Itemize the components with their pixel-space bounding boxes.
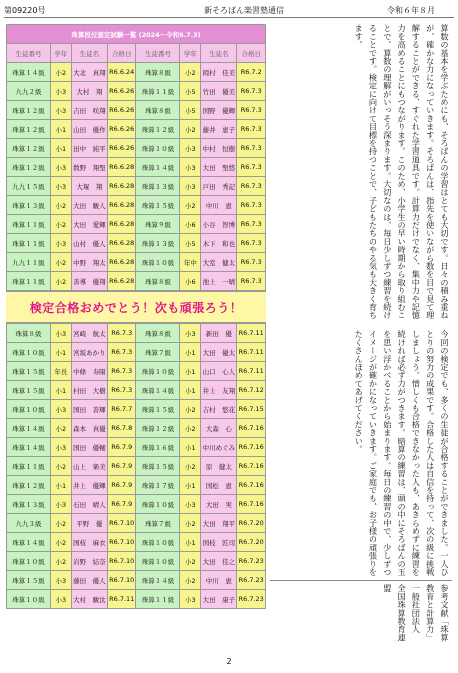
student-name-cell: 池上 一晴	[201, 272, 237, 291]
school-year-cell: 小1	[180, 362, 201, 381]
school-year-cell: 小2	[180, 514, 201, 533]
grade-cell: 珠算１２級	[7, 139, 51, 158]
results-table-top	[6, 24, 266, 291]
student-name-cell: 中村 恒樹	[201, 139, 237, 158]
pass-date-cell: R6.7.9	[107, 438, 135, 457]
table-row	[7, 158, 266, 177]
student-name-cell: 原 健太	[201, 457, 237, 476]
pass-date-cell: R6.7.3	[107, 343, 135, 362]
table-row	[7, 514, 266, 533]
grade-cell: 珠算１０級	[136, 362, 180, 381]
school-year-cell: 小2	[51, 215, 72, 234]
student-name-cell: 新田 優	[201, 324, 237, 343]
grade-cell: 九九１１級	[7, 253, 51, 272]
pass-date-cell: R6.7.3	[237, 215, 266, 234]
table-row	[7, 533, 266, 552]
grade-cell: 珠算１２級	[7, 158, 51, 177]
grade-cell: 珠算１１級	[7, 234, 51, 253]
student-name-cell: 中川 恵	[201, 571, 237, 590]
student-name-cell: 宮崎 航太	[71, 324, 107, 343]
grade-cell: 珠算１２級	[136, 120, 180, 139]
school-year-cell: 小5	[180, 234, 201, 253]
pass-date-cell: R6.7.15	[237, 400, 266, 419]
pass-date-cell: R6.7.16	[237, 438, 266, 457]
pass-date-cell: R6.6.28	[107, 253, 135, 272]
pass-date-cell: R6.7.3	[237, 177, 266, 196]
school-year-cell: 小3	[51, 82, 72, 101]
school-year-cell: 小2	[180, 571, 201, 590]
grade-cell: 珠算１５級	[7, 381, 51, 400]
school-year-cell: 小3	[51, 177, 72, 196]
pass-date-cell: R6.6.28	[107, 272, 135, 291]
table-row	[7, 63, 266, 82]
column-header: 学年	[180, 44, 201, 63]
pass-date-cell: R6.7.23	[237, 590, 266, 609]
pass-date-cell: R6.7.23	[237, 571, 266, 590]
student-name-cell: 大田 実	[201, 495, 237, 514]
issue-date: 令和６年８月	[387, 6, 435, 15]
school-year-cell: 年中	[180, 253, 201, 272]
school-year-cell: 年長	[51, 362, 72, 381]
pass-date-cell: R6.7.10	[107, 552, 135, 571]
student-name-cell: 吉村 悠花	[201, 400, 237, 419]
student-name-cell: 国田 善輝	[71, 400, 107, 419]
pass-date-cell: R6.7.16	[237, 419, 266, 438]
student-name-cell: 平野 優	[71, 514, 107, 533]
student-name-cell: 中條 寿陽	[71, 362, 107, 381]
student-name-cell: 国松 恵	[201, 476, 237, 495]
grade-cell: 珠算１０級	[136, 139, 180, 158]
pass-date-cell: R6.6.28	[107, 158, 135, 177]
grade-cell: 珠算１３級	[7, 495, 51, 514]
grade-cell: 珠算１４級	[136, 571, 180, 590]
table-row	[7, 324, 266, 343]
grade-cell: 珠算１０級	[7, 343, 51, 362]
grade-cell: 珠算８級	[136, 63, 180, 82]
school-year-cell: 小2	[51, 253, 72, 272]
pass-date-cell: R6.7.7	[107, 400, 135, 419]
grade-cell: 珠算１２級	[7, 101, 51, 120]
grade-cell: 珠算１３級	[136, 177, 180, 196]
grade-cell: 珠算１２級	[7, 120, 51, 139]
column-header: 合格日	[107, 44, 135, 63]
school-year-cell: 小2	[180, 63, 201, 82]
grade-cell: 珠算１４級	[7, 533, 51, 552]
pass-date-cell: R6.6.26	[107, 82, 135, 101]
pass-date-cell: R6.7.3	[237, 120, 266, 139]
student-name-cell: 数野 翔聖	[71, 158, 107, 177]
pass-date-cell: R6.7.20	[237, 514, 266, 533]
column-header: 学年	[51, 44, 72, 63]
table-row	[7, 234, 266, 253]
school-year-cell: 小3	[51, 400, 72, 419]
table-row	[7, 552, 266, 571]
student-name-cell: 善導 優翔	[71, 272, 107, 291]
pass-date-cell: R6.7.9	[107, 495, 135, 514]
grade-cell: 珠算１５級	[136, 196, 180, 215]
school-year-cell: 小1	[51, 120, 72, 139]
student-name-cell: 山村 優人	[71, 234, 107, 253]
pass-date-cell: R6.7.10	[107, 533, 135, 552]
school-year-cell: 小1	[180, 381, 201, 400]
column-header: 合格日	[237, 44, 266, 63]
school-year-cell: 小3	[180, 324, 201, 343]
student-name-cell: 村田 大樹	[71, 381, 107, 400]
school-year-cell: 小3	[180, 139, 201, 158]
grade-cell: 珠算８級	[136, 101, 180, 120]
student-name-cell: 国枝 麻衣	[71, 533, 107, 552]
school-year-cell: 小3	[51, 234, 72, 253]
school-year-cell: 小1	[51, 139, 72, 158]
pass-date-cell: R6.6.28	[107, 234, 135, 253]
grade-cell: 珠算１５級	[7, 362, 51, 381]
student-name-cell: 大村 翔	[71, 82, 107, 101]
congratulations-banner: 検定合格おめでとう！次も頑張ろう！	[6, 291, 266, 323]
school-year-cell: 小2	[51, 196, 72, 215]
issue-number: 第09220号	[4, 6, 46, 15]
school-year-cell: 小2	[180, 400, 201, 419]
school-year-cell: 小5	[180, 101, 201, 120]
grade-cell: 珠算８級	[136, 324, 180, 343]
column-header: 生徒名	[201, 44, 237, 63]
grade-cell: 珠算１０級	[136, 533, 180, 552]
grade-cell: 珠算１６級	[136, 438, 180, 457]
page-number: 2	[226, 657, 232, 666]
school-year-cell: 小2	[180, 419, 201, 438]
table-row	[7, 457, 266, 476]
table-row	[7, 381, 266, 400]
student-name-cell: 大田 優太	[201, 343, 237, 362]
pass-date-cell: R6.6.26	[107, 120, 135, 139]
school-year-cell: 小1	[51, 381, 72, 400]
pass-date-cell: R6.7.3	[107, 381, 135, 400]
school-year-cell: 小1	[180, 343, 201, 362]
pass-date-cell: R6.7.8	[107, 419, 135, 438]
table-row	[7, 101, 266, 120]
article-upper-text: 算数の基本を学ぶためにも、そろばんの学習はとても大切です。日々の積み重ねが、確かな力になっていきます。そろばんは、指先を使いながら数を目で見て理解することができる、すぐれた学習道具です。計算力だけでなく、集中力や記憶力を高めることにもつながります。このため、小学生の早い時期から取り組むことで、算数の理解がいっそう深まります。大切なのは、毎日少しずつ練習を続けることです。検定に向けて目標を持つことで、子どもたちのやる気も大きく育ちます。	[354, 24, 450, 320]
school-year-cell: 小1	[51, 343, 72, 362]
grade-cell: 珠算１５級	[136, 400, 180, 419]
pass-date-cell: R6.7.16	[237, 476, 266, 495]
grade-cell: 珠算１５級	[136, 457, 180, 476]
newsletter-title: 新そろばん楽習塾通信	[204, 6, 284, 15]
article-reference: 参考文献「珠算教育と計算力」 一般社団法人 全国珠算教育連盟	[382, 584, 450, 646]
pass-date-cell: R6.7.3	[237, 234, 266, 253]
table-row	[7, 495, 266, 514]
school-year-cell: 小3	[51, 590, 72, 609]
table-row	[7, 196, 266, 215]
student-name-cell: 大森 心	[201, 419, 237, 438]
school-year-cell: 小6	[180, 272, 201, 291]
pass-date-cell: R6.6.28	[107, 196, 135, 215]
pass-date-cell: R6.7.2	[237, 63, 266, 82]
grade-cell: 珠算１１級	[136, 82, 180, 101]
school-year-cell: 小3	[51, 495, 72, 514]
page-header	[4, 4, 452, 18]
table-row	[7, 139, 266, 158]
student-name-cell: 岡村 佳美	[201, 63, 237, 82]
school-year-cell: 小2	[180, 457, 201, 476]
table-row	[7, 419, 266, 438]
student-name-cell: 戸田 秀記	[201, 177, 237, 196]
pass-date-cell: R6.7.12	[237, 381, 266, 400]
school-year-cell: 小3	[51, 324, 72, 343]
grade-cell: 珠算７級	[136, 343, 180, 362]
article	[270, 24, 452, 644]
pass-date-cell: R6.7.3	[237, 253, 266, 272]
student-name-cell: 国田 優輔	[71, 438, 107, 457]
student-name-cell: 大田 聖悠	[201, 158, 237, 177]
grade-cell: 珠算１４級	[7, 63, 51, 82]
grade-cell: 珠算１５級	[7, 571, 51, 590]
school-year-cell: 小2	[51, 533, 72, 552]
school-year-cell: 小2	[51, 63, 72, 82]
grade-cell: 珠算１１級	[7, 215, 51, 234]
pass-date-cell: R6.7.9	[107, 457, 135, 476]
article-divider	[270, 580, 452, 581]
table-row	[7, 177, 266, 196]
student-name-cell: 大田 康子	[201, 590, 237, 609]
school-year-cell: 小5	[180, 82, 201, 101]
school-year-cell: 小3	[51, 158, 72, 177]
school-year-cell: 小2	[51, 457, 72, 476]
student-name-cell: 山上 楽美	[71, 457, 107, 476]
table-header-row	[7, 44, 266, 63]
school-year-cell: 小3	[180, 158, 201, 177]
school-year-cell: 小2	[180, 196, 201, 215]
school-year-cell: 小3	[180, 495, 201, 514]
grade-cell: 九九３級	[7, 514, 51, 533]
grade-cell: 珠算１０級	[136, 552, 180, 571]
school-year-cell: 小2	[180, 120, 201, 139]
pass-date-cell: R6.7.11	[237, 343, 266, 362]
school-year-cell: 小3	[180, 177, 201, 196]
pass-date-cell: R6.6.26	[107, 139, 135, 158]
header-rule	[4, 17, 454, 18]
student-name-cell: 井上 友翔	[201, 381, 237, 400]
student-name-cell: 中川 恵	[201, 196, 237, 215]
grade-cell: 珠算１４級	[7, 438, 51, 457]
student-name-cell: 竹田 優美	[201, 82, 237, 101]
grade-cell: 珠算１２級	[136, 419, 180, 438]
grade-cell: 珠算１２級	[7, 476, 51, 495]
student-name-cell: 小谷 智博	[201, 215, 237, 234]
grade-cell: 珠算８級	[136, 272, 180, 291]
pass-date-cell: R6.7.10	[107, 571, 135, 590]
student-name-cell: 大田 駿人	[71, 196, 107, 215]
grade-cell: 珠算１４級	[136, 381, 180, 400]
pass-date-cell: R6.7.20	[237, 533, 266, 552]
student-name-cell: 石田 晴人	[71, 495, 107, 514]
grade-cell: 九九１５級	[7, 177, 51, 196]
grade-cell: 珠算９級	[136, 215, 180, 234]
student-name-cell: 国枝 匠司	[201, 533, 237, 552]
student-name-cell: 中川めぐみ	[201, 438, 237, 457]
student-name-cell: 大北 真翔	[71, 63, 107, 82]
pass-date-cell: R6.7.3	[237, 139, 266, 158]
school-year-cell: 小1	[180, 533, 201, 552]
grade-cell: 珠算１１級	[136, 590, 180, 609]
student-name-cell: 山田 優作	[71, 120, 107, 139]
column-header: 生徒番号	[7, 44, 51, 63]
school-year-cell: 小1	[180, 438, 201, 457]
pass-date-cell: R6.7.3	[237, 82, 266, 101]
pass-date-cell: R6.7.3	[237, 272, 266, 291]
student-name-cell: 国野 優輝	[201, 101, 237, 120]
school-year-cell: 小1	[51, 476, 72, 495]
grade-cell: 珠算１３級	[136, 234, 180, 253]
table-row	[7, 253, 266, 272]
table-row	[7, 120, 266, 139]
grade-cell: 珠算１１級	[7, 272, 51, 291]
student-name-cell: 吉田 咲翔	[71, 101, 107, 120]
table-row	[7, 438, 266, 457]
grade-cell: 珠算１０級	[136, 495, 180, 514]
pass-date-cell: R6.6.24	[107, 63, 135, 82]
student-name-cell: 山口 心人	[201, 362, 237, 381]
student-name-cell: 大村 駿汰	[71, 590, 107, 609]
pass-date-cell: R6.7.16	[237, 457, 266, 476]
student-name-cell: 井上 優輝	[71, 476, 107, 495]
table-row	[7, 400, 266, 419]
school-year-cell: 小1	[180, 476, 201, 495]
school-year-cell: 小2	[51, 514, 72, 533]
student-name-cell: 田中 純平	[71, 139, 107, 158]
student-name-cell: 木下 和也	[201, 234, 237, 253]
school-year-cell: 小3	[180, 590, 201, 609]
school-year-cell: 小2	[51, 272, 72, 291]
pass-date-cell: R6.7.3	[237, 101, 266, 120]
grade-cell: 珠算１３級	[7, 196, 51, 215]
student-name-cell: 大田 佳之	[201, 552, 237, 571]
results-table-bottom	[6, 323, 266, 609]
pass-date-cell: R6.6.28	[107, 215, 135, 234]
grade-cell: 珠算１０級	[7, 552, 51, 571]
pass-date-cell: R6.7.11	[237, 362, 266, 381]
pass-date-cell: R6.7.3	[107, 362, 135, 381]
pass-date-cell: R6.7.3	[107, 324, 135, 343]
pass-date-cell: R6.7.10	[107, 514, 135, 533]
school-year-cell: 小2	[180, 552, 201, 571]
pass-date-cell: R6.7.3	[237, 196, 266, 215]
pass-date-cell: R6.6.26	[107, 101, 135, 120]
grade-cell: 珠算８級	[7, 324, 51, 343]
grade-cell: 珠算１７級	[136, 476, 180, 495]
pass-date-cell: R6.7.11	[107, 590, 135, 609]
column-header: 生徒番号	[136, 44, 180, 63]
student-name-cell: 大塚 翔	[71, 177, 107, 196]
article-middle-text: 今回の検定でも、多くの生徒が合格することができました。一人ひとりの努力の成果です。合格した人は自信を持って、次の級に挑戦しましょう。惜しくも合格できなかった人も、あきらめずに練習を続ければ必ず力がつきます。暗算の練習は、頭の中にそろばんの玉を思い浮かべることから始まります。毎日の練習の中で、少しずつイメージが確かになっていきます。ご家庭でも、お子様の頑張りをたくさんほめてあげてください。	[354, 330, 450, 576]
grade-cell: 九九２級	[7, 82, 51, 101]
student-name-cell: 藤田 優人	[71, 571, 107, 590]
table-row	[7, 272, 266, 291]
school-year-cell: 小3	[51, 571, 72, 590]
student-name-cell: 大田 翔平	[201, 514, 237, 533]
table-title: 珠算段位認定試験一覧 (2024～令和6.7.3)	[7, 25, 266, 44]
table-row	[7, 476, 266, 495]
table-row	[7, 215, 266, 234]
pass-date-cell: R6.7.11	[237, 324, 266, 343]
student-name-cell: 藤井 恵子	[201, 120, 237, 139]
student-name-cell: 大田 愛輝	[71, 215, 107, 234]
table-row	[7, 362, 266, 381]
pass-date-cell: R6.6.28	[107, 177, 135, 196]
pass-date-cell: R6.7.3	[237, 158, 266, 177]
school-year-cell: 小3	[51, 438, 72, 457]
column-header: 生徒名	[71, 44, 107, 63]
grade-cell: 珠算７級	[136, 514, 180, 533]
pass-date-cell: R6.7.9	[107, 476, 135, 495]
pass-date-cell: R6.7.23	[237, 552, 266, 571]
student-name-cell: 岩野 結奈	[71, 552, 107, 571]
table-row	[7, 82, 266, 101]
school-year-cell: 小2	[51, 419, 72, 438]
student-name-cell: 大室 健太	[201, 253, 237, 272]
student-name-cell: 森本 真優	[71, 419, 107, 438]
table-row	[7, 590, 266, 609]
student-name-cell: 宮坂あかり	[71, 343, 107, 362]
results-section	[6, 24, 266, 609]
pass-date-cell: R6.7.16	[237, 495, 266, 514]
school-year-cell: 小3	[51, 101, 72, 120]
grade-cell: 珠算１４級	[7, 419, 51, 438]
grade-cell: 珠算１４級	[136, 158, 180, 177]
grade-cell: 珠算１０級	[7, 400, 51, 419]
grade-cell: 珠算１１級	[7, 457, 51, 476]
school-year-cell: 小2	[51, 552, 72, 571]
grade-cell: 珠算１０級	[7, 590, 51, 609]
grade-cell: 珠算１０級	[136, 253, 180, 272]
table-row	[7, 571, 266, 590]
student-name-cell: 中野 翔太	[71, 253, 107, 272]
school-year-cell: 小6	[180, 215, 201, 234]
table-row	[7, 343, 266, 362]
